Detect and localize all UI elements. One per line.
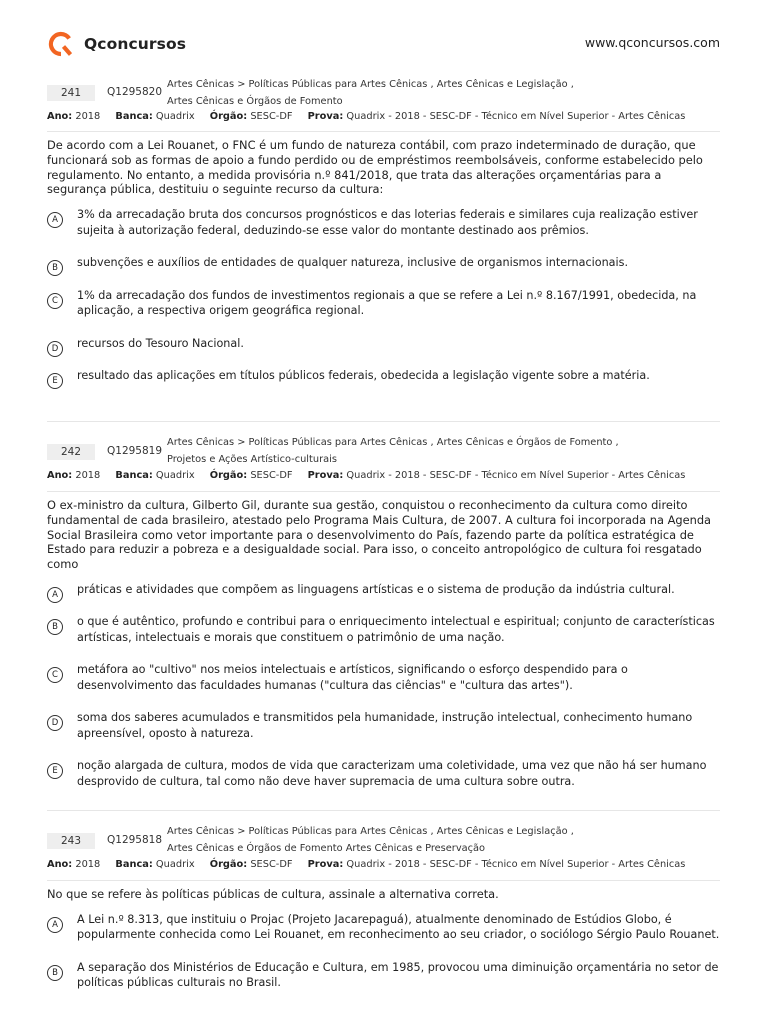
- category-line[interactable]: Artes Cênicas > Políticas Públicas para Artes Cênicas , Artes Cênicas e Legislação ,: [167, 79, 574, 90]
- question-meta: [47, 422, 720, 481]
- options-list: [47, 912, 720, 991]
- category-line[interactable]: Artes Cênicas > Políticas Públicas para Artes Cênicas , Artes Cênicas e Órgãos de Fomento ,: [167, 437, 619, 448]
- option-text: metáfora ao "cultivo" nos meios intelectuais e artísticos, significando o esforço despendido para o desenvolvimento das faculdades humanas ("cultura das ciências" e "cultura das artes").: [77, 663, 628, 692]
- option-text: 1% da arrecadação dos fundos de investimentos regionais a que se refere a Lei n.º 8.167/1991, obedecida, na aplicação, a respectiva origem geográfica regional.: [77, 288, 697, 318]
- option-letter-icon[interactable]: B: [47, 260, 63, 276]
- info-label: Órgão:: [209, 470, 248, 481]
- info-label: Órgão:: [209, 111, 248, 122]
- option-d[interactable]: [47, 336, 720, 352]
- option-letter-icon[interactable]: C: [47, 667, 63, 683]
- options-list: [47, 582, 720, 790]
- info-prova: Quadrix - 2018 - SESC-DF - Técnico em Nível Superior - Artes Cênicas: [346, 859, 686, 870]
- info-ano: 2018: [75, 470, 101, 481]
- question-categories: [167, 434, 619, 468]
- divider: [47, 491, 720, 492]
- question-card: [47, 810, 720, 991]
- option-letter-icon[interactable]: D: [47, 715, 63, 731]
- option-letter-icon[interactable]: E: [47, 373, 63, 389]
- question-card: [47, 73, 720, 387]
- info-orgao: SESC-DF: [250, 470, 293, 481]
- question-card: [47, 421, 720, 789]
- option-text: noção alargada de cultura, modos de vida que caracterizam uma coletividade, uma vez que não há ser humano desprovido de cultura, tal como não deve haver supremacia de uma cultura sobre outra.: [77, 759, 707, 788]
- category-line[interactable]: Projetos e Ações Artístico-culturais: [167, 454, 337, 465]
- option-letter-icon[interactable]: A: [47, 212, 63, 228]
- divider: [47, 131, 720, 132]
- question-statement: De acordo com a Lei Rouanet, o FNC é um fundo de natureza contábil, com prazo indeterminado de duração, que funcionará sob as formas de apoio a fundo perdido ou de empréstimos reembolsáveis, conforme estabelecido pelo regulamento. No entanto, a medida provisória n.º 841/2018, que trata das alterações orçamentárias para a segurança pública, destituiu o seguinte recurso da cultura:: [47, 138, 703, 197]
- page-header: [0, 0, 768, 70]
- category-line[interactable]: Artes Cênicas e Órgãos de Fomento: [167, 96, 343, 107]
- question-meta: [47, 811, 720, 870]
- option-a[interactable]: [47, 207, 720, 238]
- info-prova: Quadrix - 2018 - SESC-DF - Técnico em Nível Superior - Artes Cênicas: [346, 470, 686, 481]
- option-text: 3% da arrecadação bruta dos concursos prognósticos e das loterias federais e similares cuja realização estiver sujeita à autorização federal, deduzindo-se esse valor do montante destinado aos prêmios.: [77, 208, 698, 237]
- question-meta: [47, 73, 720, 127]
- info-label: Ano:: [47, 859, 73, 870]
- option-text: o que é autêntico, profundo e contribui para o enriquecimento intelectual e espiritual; conjunto de características artísticas, intelectuais e morais que constituem o patrimônio de uma nação.: [77, 615, 715, 644]
- option-e[interactable]: [47, 758, 720, 789]
- option-text: práticas e atividades que compõem as linguagens artísticas e o sistema de produção da indústria cultural.: [77, 582, 675, 596]
- site-url[interactable]: www.qconcursos.com: [584, 35, 720, 50]
- info-label: Ano:: [47, 111, 73, 122]
- info-orgao: SESC-DF: [250, 111, 293, 122]
- question-number: 241: [47, 85, 95, 101]
- option-b[interactable]: [47, 960, 720, 991]
- question-statement: No que se refere às políticas públicas de cultura, assinale a alternativa correta.: [47, 887, 499, 901]
- question-number: 243: [47, 833, 95, 849]
- option-letter-icon[interactable]: A: [47, 917, 63, 933]
- info-ano: 2018: [75, 859, 101, 870]
- question-id[interactable]: Q1295819: [107, 445, 163, 457]
- option-text: resultado das aplicações em títulos públicos federais, obedecida a legislação vigente sobre a matéria.: [77, 369, 650, 383]
- question-info: [47, 111, 697, 122]
- option-a[interactable]: [47, 912, 720, 943]
- info-label: Banca:: [115, 470, 153, 481]
- info-label: Prova:: [307, 859, 344, 870]
- info-banca: Quadrix: [155, 859, 195, 870]
- info-label: Prova:: [307, 111, 344, 122]
- info-orgao: SESC-DF: [250, 859, 293, 870]
- option-b[interactable]: [47, 255, 720, 274]
- info-banca: Quadrix: [155, 470, 195, 481]
- option-text: soma dos saberes acumulados e transmitidos pela humanidade, instrução intelectual, conhecimento humano apreensível, oposto à natureza.: [77, 711, 693, 740]
- option-d[interactable]: [47, 710, 720, 741]
- info-prova: Quadrix - 2018 - SESC-DF - Técnico em Nível Superior - Artes Cênicas: [346, 111, 686, 122]
- option-text: A separação dos Ministérios de Educação e Cultura, em 1985, provocou uma diminuição orçamentária no setor de políticas públicas culturais no Brasil.: [77, 960, 719, 990]
- question-categories: [167, 823, 574, 857]
- brand-name: Qconcursos: [84, 35, 187, 53]
- option-a[interactable]: [47, 582, 720, 598]
- question-id[interactable]: Q1295820: [107, 86, 163, 98]
- option-c[interactable]: [47, 662, 720, 693]
- option-b[interactable]: [47, 614, 720, 645]
- question-statement: O ex-ministro da cultura, Gilberto Gil, durante sua gestão, conquistou o reconhecimento da cultura como direito fundamental de cada brasileiro, atestado pelo Programa Mais Cultura, de 2007. A cultura foi incorporada na Agenda Social Brasileira como vetor importante para o desenvolvimento do País, fazendo parte da política estratégica de Estado para reduzir a pobreza e a desigualdade social. Para isso, o conceito antropológico de cultura foi resgatado como: [47, 498, 712, 572]
- option-letter-icon[interactable]: C: [47, 293, 63, 309]
- option-letter-icon[interactable]: A: [47, 587, 63, 603]
- info-banca: Quadrix: [155, 111, 195, 122]
- option-text: recursos do Tesouro Nacional.: [77, 336, 244, 350]
- info-label: Ano:: [47, 470, 73, 481]
- option-text: subvenções e auxílios de entidades de qualquer natureza, inclusive de organismos internacionais.: [77, 256, 629, 270]
- option-letter-icon[interactable]: B: [47, 965, 63, 981]
- category-line[interactable]: Artes Cênicas e Órgãos de Fomento Artes Cênicas e Preservação: [167, 843, 486, 854]
- info-label: Banca:: [115, 111, 153, 122]
- question-id[interactable]: Q1295818: [107, 834, 163, 846]
- qconcursos-logo-icon: [47, 30, 75, 58]
- option-text: A Lei n.º 8.313, que instituiu o Projac (Projeto Jacarepaguá), atualmente denominado de Estúdios Globo, é popularmente conhecida como Lei Rouanet, em reconhecimento ao seu criador, o sociólogo Sérgio Paulo Rouanet.: [77, 912, 720, 942]
- question-info: [47, 859, 697, 870]
- option-c[interactable]: [47, 288, 720, 319]
- info-label: Prova:: [307, 470, 344, 481]
- info-label: Banca:: [115, 859, 153, 870]
- info-ano: 2018: [75, 111, 101, 122]
- option-e[interactable]: [47, 368, 720, 387]
- question-categories: [167, 76, 574, 110]
- option-letter-icon[interactable]: D: [47, 341, 63, 357]
- category-line[interactable]: Artes Cênicas > Políticas Públicas para Artes Cênicas , Artes Cênicas e Legislação ,: [167, 826, 574, 837]
- question-number: 242: [47, 444, 95, 460]
- info-label: Órgão:: [209, 859, 248, 870]
- options-list: [47, 207, 720, 387]
- brand-logo[interactable]: [47, 30, 186, 58]
- option-letter-icon[interactable]: E: [47, 763, 63, 779]
- divider: [47, 880, 720, 881]
- option-letter-icon[interactable]: B: [47, 619, 63, 635]
- question-info: [47, 470, 697, 481]
